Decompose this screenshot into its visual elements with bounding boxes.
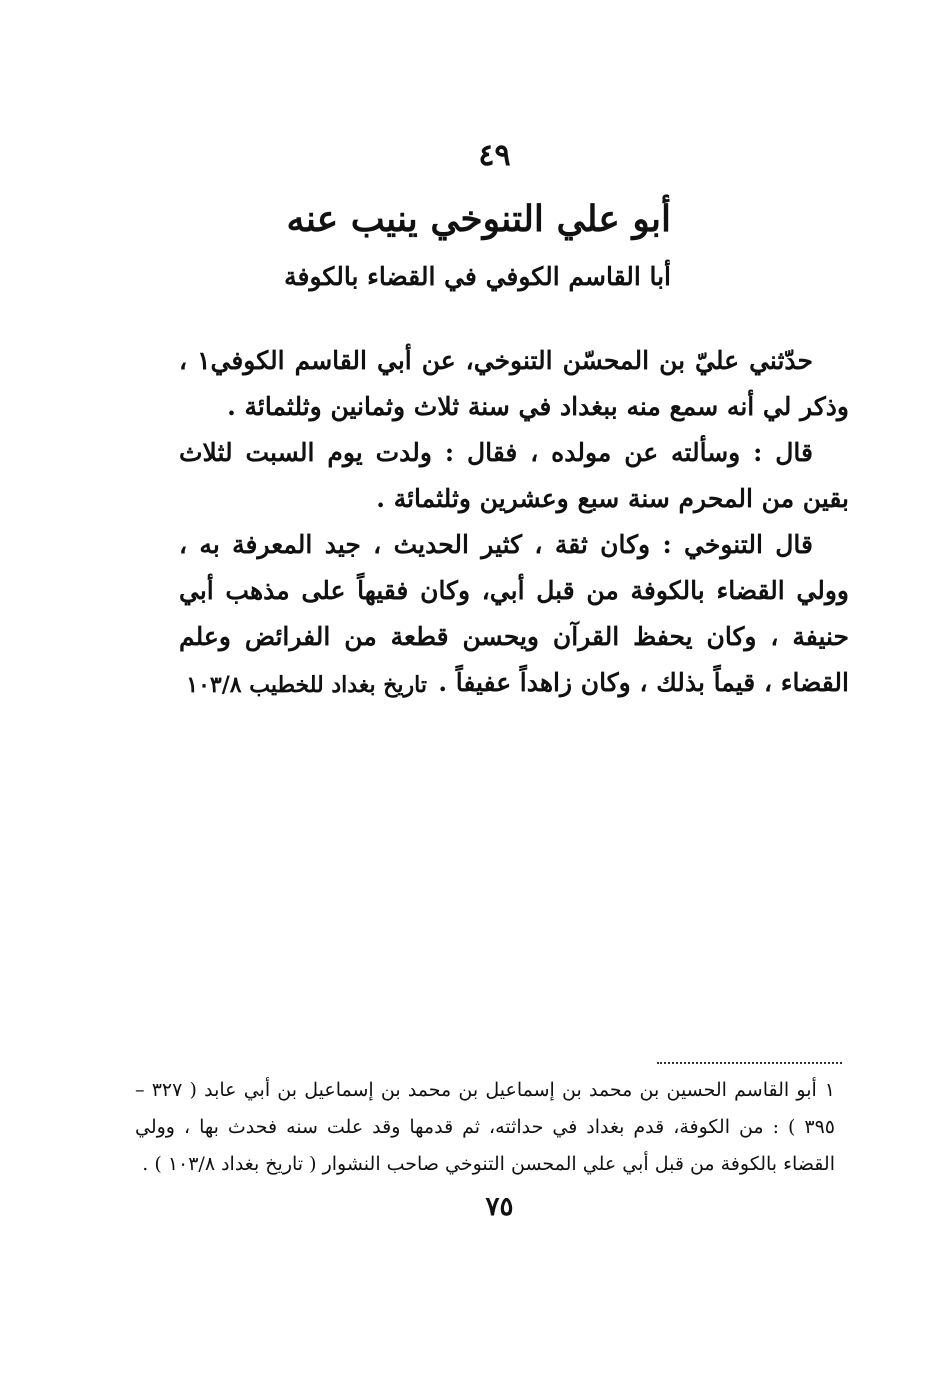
footnote-divider xyxy=(657,1062,842,1064)
source-citation: تاريخ بغداد للخطيب ١٠٣/٨ xyxy=(186,672,427,698)
page-number: ٧٥ xyxy=(485,1192,514,1222)
footnote-text: أبو القاسم الحسين بن محمد بن إسماعيل بن محمد بن إسماعيل بن أبي عابد ( ٣٢٧ – ٣٩٥ ) : من الكوفة، قدم بغداد في حداثته، ثم قدمها وقد علت سنه فحدث بها ، وولي القضاء بالكوفة من قبل أبي علي المحسن التنوخي صاحب النشوار ( تاريخ بغداد ١٠٣/٨ ) . xyxy=(135,1079,835,1175)
chapter-title: أبو علي التنوخي ينيب عنه xyxy=(286,198,671,240)
footnote xyxy=(135,1072,835,1183)
paragraph-2: قال : وسألته عن مولده ، فقال : ولدت يوم السبت لثلاث بقين من المحرم سنة سبع وعشرين وثلثمائة . xyxy=(179,438,849,513)
chapter-subtitle: أبا القاسم الكوفي في القضاء بالكوفة xyxy=(284,262,671,291)
paragraph-1: حدّثني عليّ بن المحسّن التنوخي، عن أبي القاسم الكوفي١ ، وذكر لي أنه سمع منه ببغداد في سنة ثلاث وثمانين وثلثمائة . xyxy=(179,346,849,421)
chapter-number: ٤٩ xyxy=(478,138,511,173)
body-text xyxy=(179,338,849,706)
footnote-number: ١ xyxy=(824,1079,835,1101)
paragraph-3: قال التنوخي : وكان ثقة ، كثير الحديث ، جيد المعرفة به ، وولي القضاء بالكوفة من قبل أبي، وكان فقيهاً على مذهب أبي حنيفة ، وكان يحفظ القرآن ويحسن قطعة من الفرائض وعلم القضاء ، قيماً بذلك ، وكان زاهداً عفيفاً . xyxy=(179,530,849,697)
